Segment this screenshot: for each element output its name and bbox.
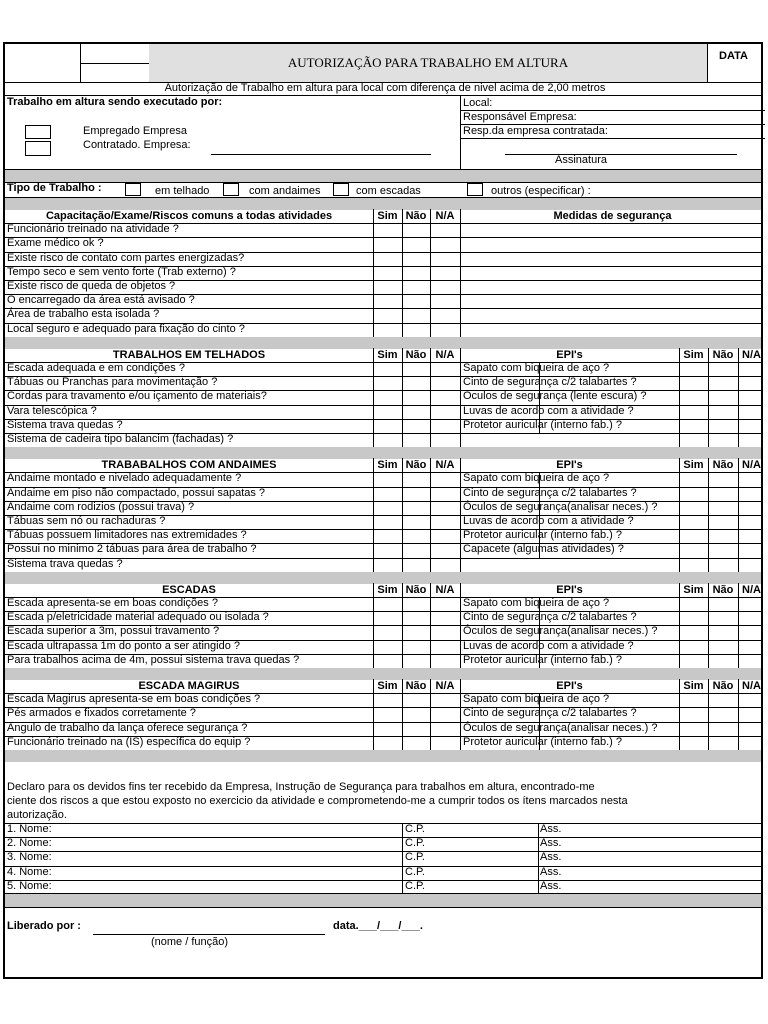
telhados-col-nao: Não — [405, 348, 427, 361]
andaimes-answer-na[interactable] — [431, 472, 460, 485]
magirus-epi-col-sim: Sim — [683, 680, 704, 692]
table-row: Existe risco de queda de objetos ? — [7, 280, 176, 292]
telhados-epi-col-na: N/A — [742, 348, 761, 361]
escadas-col-nao: Não — [405, 583, 427, 596]
andaimes-answer-na[interactable] — [431, 515, 460, 528]
signer-cp-label: C.P. — [405, 837, 425, 850]
andaimes-epi-title: EPI's — [556, 459, 583, 472]
andaimes-answer-sim[interactable] — [374, 558, 402, 571]
andaimes-answer-na[interactable] — [431, 543, 460, 556]
executor-heading: Trabalho em altura sendo executado por: — [7, 96, 223, 108]
list-item: Luvas de acordo com a atividade ? — [463, 639, 634, 652]
cap-answer-sim[interactable] — [374, 294, 402, 307]
telhados-answer-nao[interactable] — [403, 405, 430, 418]
checkbox-contratado[interactable] — [25, 141, 51, 156]
telhados-answer-na[interactable] — [431, 405, 460, 418]
liberado-line[interactable] — [93, 934, 325, 935]
signer-name-field[interactable] — [65, 880, 401, 893]
magirus-answer-sim[interactable] — [374, 736, 402, 749]
list-item: Capacete (algumas atividades) ? — [463, 543, 624, 556]
andaimes-answer-nao[interactable] — [403, 472, 430, 485]
escadas-col-sim: Sim — [377, 583, 398, 596]
tipo-andaimes: com andaimes — [249, 185, 321, 197]
magirus-answer-na[interactable] — [431, 707, 460, 720]
declaration-line-3: autorização. — [7, 809, 67, 821]
signer-cp-label: C.P. — [405, 823, 425, 835]
checkbox-telhado[interactable] — [125, 183, 141, 196]
option-contratado: Contratado. Empresa: — [83, 139, 191, 151]
telhados-answer-sim[interactable] — [374, 376, 402, 389]
signer-ass-label: Ass. — [540, 837, 562, 850]
list-item: Óculos de segurança(analisar neces.) ? — [463, 500, 658, 513]
cap-answer-sim[interactable] — [374, 323, 402, 336]
cap-right-title: Medidas de segurança — [553, 210, 672, 222]
table-row: Tábuas ou Pranchas para movimentação ? — [7, 376, 218, 389]
telhados-answer-sim[interactable] — [374, 390, 402, 403]
telhados-answer-nao[interactable] — [403, 390, 430, 403]
telhados-col-sim: Sim — [377, 348, 398, 361]
table-row: Funcionário treinado na atividade ? — [7, 223, 179, 236]
table-row: Sistema de cadeira tipo balancim (fachadas) ? — [7, 433, 234, 445]
telhados-answer-nao[interactable] — [403, 362, 430, 375]
andaimes-answer-na[interactable] — [431, 529, 460, 542]
checkbox-andaimes[interactable] — [223, 183, 239, 196]
telhados-answer-sim[interactable] — [374, 419, 402, 432]
telhados-answer-na[interactable] — [431, 390, 460, 403]
checkbox-empregado[interactable] — [25, 125, 51, 139]
andaimes-answer-sim[interactable] — [374, 487, 402, 500]
andaimes-answer-nao[interactable] — [403, 501, 430, 514]
andaimes-answer-nao[interactable] — [403, 558, 430, 571]
andaimes-answer-sim[interactable] — [374, 501, 402, 514]
andaimes-epi-col-nao: Não — [712, 459, 734, 472]
cap-answer-na[interactable] — [431, 252, 460, 265]
magirus-epi-col-nao: Não — [712, 680, 734, 692]
magirus-col-sim: Sim — [377, 680, 398, 692]
cap-answer-nao[interactable] — [403, 252, 430, 265]
form-subtitle: Autorização de Trabalho em altura para local com diferença de nivel acima de 2,00 metros — [164, 82, 606, 94]
list-item: Cinto de segurança c/2 talabartes ? — [463, 611, 637, 624]
signer-cp-label: C.P. — [405, 879, 425, 892]
table-row: Área de trabalho esta isolada ? — [7, 308, 160, 321]
signer-name-label: 3. Nome: — [7, 851, 52, 864]
escadas-answer-nao[interactable] — [403, 625, 430, 638]
tipo-escadas: com escadas — [356, 185, 421, 197]
telhados-answer-sim[interactable] — [374, 405, 402, 418]
table-row: O encarregado da área está avisado ? — [7, 294, 195, 307]
list-item: Sapato com biqueira de aço ? — [463, 472, 610, 485]
cap-col-nao: Não — [405, 210, 427, 222]
checkbox-escadas[interactable] — [333, 183, 349, 196]
escadas-answer-na[interactable] — [431, 611, 460, 624]
table-row: Sistema trava quedas ? — [7, 418, 123, 431]
escadas-answer-sim[interactable] — [374, 654, 402, 667]
magirus-answer-na[interactable] — [431, 722, 460, 735]
table-row: Andaime com rodizios (possui trava) ? — [7, 500, 195, 513]
list-item: Protetor auricular (interno fab.) ? — [463, 735, 622, 748]
escadas-epi-col-nao: Não — [712, 583, 734, 596]
andaimes-answer-sim[interactable] — [374, 543, 402, 556]
andaimes-col-sim: Sim — [377, 459, 398, 472]
andaimes-epi-col-na: N/A — [742, 459, 761, 472]
magirus-col-nao: Não — [405, 680, 427, 692]
cap-answer-na[interactable] — [431, 223, 460, 236]
table-row: Funcionário treinado na (IS) específica do equip ? — [7, 735, 251, 748]
signer-ass-label: Ass. — [540, 851, 562, 864]
assinatura-label: Assinatura — [555, 154, 607, 166]
list-item: Óculos de segurança(analisar neces.) ? — [463, 721, 658, 734]
table-row: Exame médico ok ? — [7, 237, 104, 250]
cap-answer-na[interactable] — [431, 280, 460, 293]
list-item: Óculos de segurança(analisar neces.) ? — [463, 625, 658, 638]
escadas-answer-na[interactable] — [431, 640, 460, 653]
form-title: AUTORIZAÇÃO PARA TRABALHO EM ALTURA — [287, 55, 569, 70]
table-row: Local seguro e adequado para fixação do cinto ? — [7, 322, 245, 335]
cap-answer-sim[interactable] — [374, 280, 402, 293]
andaimes-epi-col-sim: Sim — [683, 459, 704, 472]
escadas-col-na: N/A — [435, 583, 455, 596]
list-item: Cinto de segurança c/2 talabartes ? — [463, 486, 637, 499]
cap-answer-nao[interactable] — [403, 237, 430, 250]
list-item: Cinto de segurança c/2 talabartes ? — [463, 707, 637, 720]
list-item: Luvas de acordo com a atividade ? — [463, 404, 634, 417]
escadas-epi-col-sim: Sim — [683, 583, 704, 596]
table-row: Escada ultrapassa 1m do ponto a ser atingido ? — [7, 639, 240, 652]
escadas-answer-sim[interactable] — [374, 597, 402, 610]
cap-col-sim: Sim — [377, 210, 398, 222]
cap-title: Capacitação/Exame/Riscos comuns a todas atividades — [45, 210, 333, 222]
work-at-height-form — [3, 42, 763, 979]
signer-ass-label: Ass. — [540, 879, 562, 892]
list-item: Cinto de segurança c/2 talabartes ? — [463, 376, 637, 389]
list-item: Sapato com biqueira de aço ? — [463, 597, 610, 609]
resp-contratada-label: Resp.da empresa contratada: — [463, 125, 608, 137]
table-row: Andaime montado e nivelado adequadamente ? — [7, 472, 242, 485]
table-row: Escada p/eletricidade material adequado ou isolada ? — [7, 611, 269, 624]
andaimes-answer-na[interactable] — [431, 501, 460, 514]
magirus-epi-title: EPI's — [556, 680, 583, 692]
list-item: Oculos de segurança (lente escura) ? — [463, 390, 647, 403]
signer-name-field[interactable] — [65, 837, 401, 850]
telhados-answer-sim[interactable] — [374, 362, 402, 375]
table-row: Tábuas sem nó ou rachaduras ? — [7, 515, 166, 527]
table-row: Cordas para travamento e/ou içamento de materiais? — [7, 390, 267, 403]
telhados-answer-na[interactable] — [431, 419, 460, 432]
andaimes-col-na: N/A — [435, 459, 455, 472]
list-item: Sapato com biqueira de aço ? — [463, 693, 610, 706]
cap-answer-nao[interactable] — [403, 323, 430, 336]
signer-name-label: 5. Nome: — [7, 879, 52, 892]
option-empregado: Empregado Empresa — [83, 125, 187, 137]
magirus-answer-nao[interactable] — [403, 707, 430, 720]
cap-answer-na[interactable] — [431, 266, 460, 279]
list-item: Luvas de acordo com a atividade ? — [463, 515, 634, 527]
table-row: Possui no minimo 2 tábuas para área de trabalho ? — [7, 543, 257, 556]
andaimes-answer-na[interactable] — [431, 558, 460, 571]
telhados-epi-col-sim: Sim — [683, 348, 704, 361]
andaimes-answer-nao[interactable] — [403, 515, 430, 528]
magirus-answer-sim[interactable] — [374, 693, 402, 706]
magirus-answer-nao[interactable] — [403, 693, 430, 706]
magirus-col-na: N/A — [435, 680, 455, 692]
escadas-answer-sim[interactable] — [374, 625, 402, 638]
telhados-answer-sim[interactable] — [374, 433, 402, 446]
telhados-answer-na[interactable] — [431, 433, 460, 446]
telhados-answer-nao[interactable] — [403, 419, 430, 432]
escadas-answer-sim[interactable] — [374, 611, 402, 624]
tipo-telhado: em telhado — [155, 185, 210, 197]
telhados-title: TRABALHOS EM TELHADOS — [112, 348, 266, 361]
local-label: Local: — [463, 97, 493, 109]
date-label: DATA — [719, 50, 748, 62]
tipo-outros: outros (especificar) : — [491, 185, 591, 197]
list-item: Protetor auricular (interno fab.) ? — [463, 418, 622, 431]
cap-answer-nao[interactable] — [403, 294, 430, 307]
magirus-answer-nao[interactable] — [403, 736, 430, 749]
list-item: Sapato com biqueira de aço ? — [463, 362, 610, 374]
andaimes-answer-sim[interactable] — [374, 472, 402, 485]
andaimes-answer-na[interactable] — [431, 487, 460, 500]
cap-answer-sim[interactable] — [374, 252, 402, 265]
cap-answer-na[interactable] — [431, 237, 460, 250]
table-row: Angulo de trabalho da lança oferece segurança ? — [7, 721, 248, 734]
magirus-answer-nao[interactable] — [403, 722, 430, 735]
signer-name-field[interactable] — [65, 866, 401, 879]
cap-answer-nao[interactable] — [403, 266, 430, 279]
signer-name-field[interactable] — [65, 851, 401, 864]
escadas-answer-nao[interactable] — [403, 640, 430, 653]
table-row: Vara telescópica ? — [7, 404, 97, 417]
table-row: Para trabalhos acima de 4m, possui sistema trava quedas ? — [7, 653, 300, 666]
magirus-answer-sim[interactable] — [374, 707, 402, 720]
signer-ass-label: Ass. — [540, 823, 562, 835]
table-row: Escada apresenta-se em boas condições ? — [7, 597, 218, 609]
cap-answer-nao[interactable] — [403, 308, 430, 321]
magirus-answer-na[interactable] — [431, 736, 460, 749]
escadas-epi-col-na: N/A — [742, 583, 761, 596]
telhados-answer-nao[interactable] — [403, 433, 430, 446]
escadas-answer-sim[interactable] — [374, 640, 402, 653]
table-row: Tempo seco e sem vento forte (Trab externo) ? — [7, 265, 236, 278]
tipo-label: Tipo de Trabalho : — [7, 182, 102, 194]
signer-ass-label: Ass. — [540, 865, 562, 878]
cap-answer-sim[interactable] — [374, 237, 402, 250]
declaration-line-2: ciente dos riscos a que estou exposto no exercicio da atividade e comprometendo-me a cumprir todos os ítens marcados nesta — [7, 795, 628, 807]
escadas-answer-nao[interactable] — [403, 611, 430, 624]
magirus-title: ESCADA MAGIRUS — [138, 680, 240, 692]
telhados-answer-na[interactable] — [431, 376, 460, 389]
escadas-answer-na[interactable] — [431, 625, 460, 638]
telhados-answer-nao[interactable] — [403, 376, 430, 389]
escadas-title: ESCADAS — [162, 583, 216, 596]
checkbox-outros[interactable] — [467, 183, 483, 196]
table-row: Andaime em piso não compactado, possui sapatas ? — [7, 486, 266, 499]
list-item: Protetor auricular (interno fab.) ? — [463, 529, 622, 542]
andaimes-answer-nao[interactable] — [403, 543, 430, 556]
andaimes-col-nao: Não — [405, 459, 427, 472]
escadas-answer-nao[interactable] — [403, 597, 430, 610]
signer-name-label: 4. Nome: — [7, 865, 52, 878]
cap-answer-na[interactable] — [431, 323, 460, 336]
telhados-answer-na[interactable] — [431, 362, 460, 375]
table-row: Escada Magirus apresenta-se em boas condições ? — [7, 693, 261, 706]
telhados-epi-col-nao: Não — [712, 348, 734, 361]
escadas-answer-nao[interactable] — [403, 654, 430, 667]
magirus-answer-na[interactable] — [431, 693, 460, 706]
andaimes-title: TRABABALHOS COM ANDAIMES — [101, 459, 277, 472]
table-row: Escada superior a 3m, possui travamento ? — [7, 625, 220, 638]
cap-answer-sim[interactable] — [374, 223, 402, 236]
signer-name-label: 1. Nome: — [7, 823, 52, 835]
table-row: Existe risco de contato com partes energizadas? — [7, 251, 245, 264]
table-row: Sistema trava quedas ? — [7, 557, 123, 570]
escadas-answer-na[interactable] — [431, 654, 460, 667]
resp-empresa-label: Responsável Empresa: — [463, 111, 577, 123]
table-row: Pés armados e fixados corretamente ? — [7, 707, 196, 720]
cap-answer-na[interactable] — [431, 308, 460, 321]
cap-answer-nao[interactable] — [403, 223, 430, 236]
signer-name-label: 2. Nome: — [7, 837, 52, 850]
andaimes-answer-sim[interactable] — [374, 515, 402, 528]
andaimes-answer-nao[interactable] — [403, 529, 430, 542]
cap-answer-sim[interactable] — [374, 266, 402, 279]
declaration-line-1: Declaro para os devidos fins ter recebido da Empresa, Instrução de Segurança para trabalhos em altura, encontrado-me — [7, 781, 595, 793]
signer-cp-label: C.P. — [405, 865, 425, 878]
table-row: Tábuas possuem limitadores nas extremidades ? — [7, 529, 247, 542]
telhados-epi-title: EPI's — [556, 348, 583, 361]
signer-name-field[interactable] — [65, 823, 401, 836]
escadas-answer-na[interactable] — [431, 597, 460, 610]
signer-cp-label: C.P. — [405, 851, 425, 864]
list-item: Protetor auricular (interno fab.) ? — [463, 653, 622, 666]
telhados-col-na: N/A — [435, 348, 455, 361]
cap-answer-sim[interactable] — [374, 308, 402, 321]
magirus-epi-col-na: N/A — [742, 680, 761, 692]
andaimes-answer-nao[interactable] — [403, 487, 430, 500]
liberado-sub: (nome / função) — [151, 936, 229, 948]
andaimes-answer-sim[interactable] — [374, 529, 402, 542]
cap-answer-nao[interactable] — [403, 280, 430, 293]
liberado-date: data.___/___/___. — [333, 920, 423, 932]
escadas-epi-title: EPI's — [556, 583, 583, 596]
magirus-answer-sim[interactable] — [374, 722, 402, 735]
liberado-label: Liberado por : — [7, 920, 81, 932]
table-row: Escada adequada e em condições ? — [7, 362, 185, 374]
cap-col-na: N/A — [435, 210, 455, 222]
contratado-line[interactable] — [211, 154, 431, 155]
cap-answer-na[interactable] — [431, 294, 460, 307]
